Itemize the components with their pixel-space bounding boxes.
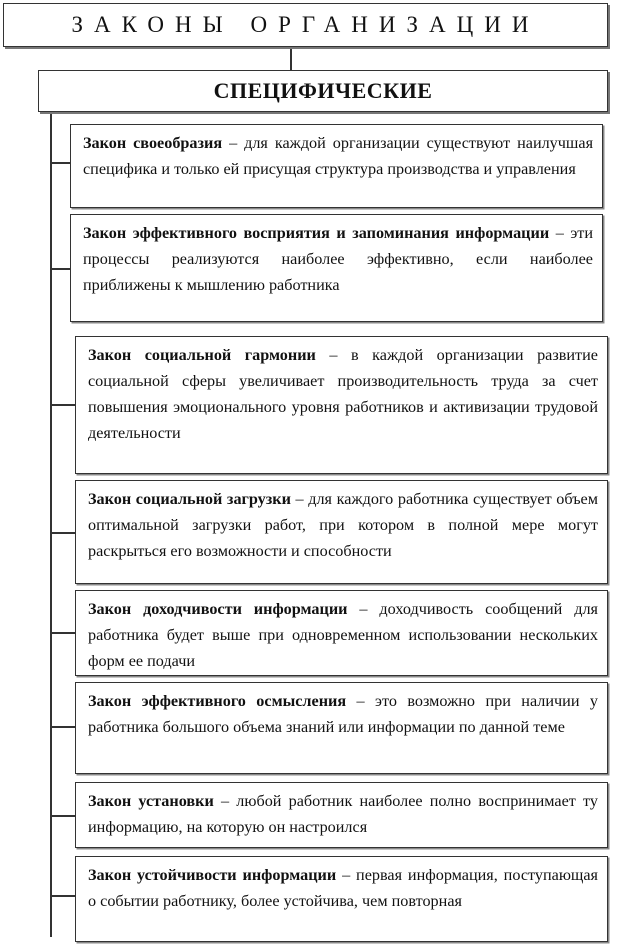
law-name: Закон социальной гармонии [88, 346, 316, 364]
branch-line-2 [50, 268, 70, 270]
branch-line-4 [50, 532, 75, 534]
law-box-social-harmony [75, 336, 608, 474]
branch-line-7 [50, 815, 75, 817]
law-description: – первая информация, поступающая о событии работнику, более устойчива, чем повторная [88, 866, 599, 910]
law-description: – для каждой организации существуют наилучшая специфика и только ей присущая структура производства и управления [83, 134, 594, 178]
branch-line-5 [50, 632, 75, 634]
law-description: – любой работник наиболее полно воспринимает ту информацию, на которую он настроился [88, 792, 599, 836]
branch-line-1 [50, 162, 70, 164]
law-box-perception-memory [70, 214, 603, 322]
law-name: Закон доходчивости информации [88, 600, 348, 618]
law-description: – для каждого работника существует объем оптимальной загрузки работ, при котором в полной мере могут раскрыться его возможности и способности [88, 490, 598, 560]
title-connector-line [290, 47, 292, 70]
law-name: Закон установки [88, 792, 214, 810]
branch-line-6 [50, 726, 75, 728]
vertical-spine-line [50, 112, 52, 937]
law-description: – в каждой организации развитие социальной сферы увеличивает производительность труда за счет повышения эмоционального уровня работников и активизации трудовой деятельности [88, 346, 598, 442]
law-description: – это возможно при наличии у работника большого объема знаний или информации по данной теме [88, 692, 598, 736]
law-box-information-clarity [75, 590, 608, 676]
law-name: Закон своеобразия [83, 134, 223, 152]
law-box-uniqueness [70, 124, 603, 208]
law-box-effective-comprehension [75, 682, 608, 774]
law-name: Закон социальной загрузки [88, 490, 291, 508]
law-name: Закон устойчивости информации [88, 866, 337, 884]
law-box-information-stability [75, 856, 608, 942]
law-box-mindset [75, 782, 608, 848]
law-description: – доходчивость сообщений для работника будет выше при одновременном использовании нескольких форм ее подачи [88, 600, 599, 670]
law-name: Закон эффективного осмысления [88, 692, 347, 710]
law-box-social-load [75, 480, 608, 584]
law-description: – эти процессы реализуются наиболее эффективно, если наиболее приближены к мышлению работника [83, 224, 594, 294]
branch-line-3 [50, 404, 75, 406]
diagram-title: ЗАКОНЫ ОРГАНИЗАЦИИ [3, 3, 608, 47]
law-name: Закон эффективного восприятия и запоминания информации [83, 224, 550, 242]
category-specific-header: СПЕЦИФИЧЕСКИЕ [38, 70, 608, 112]
branch-line-8 [50, 895, 75, 897]
